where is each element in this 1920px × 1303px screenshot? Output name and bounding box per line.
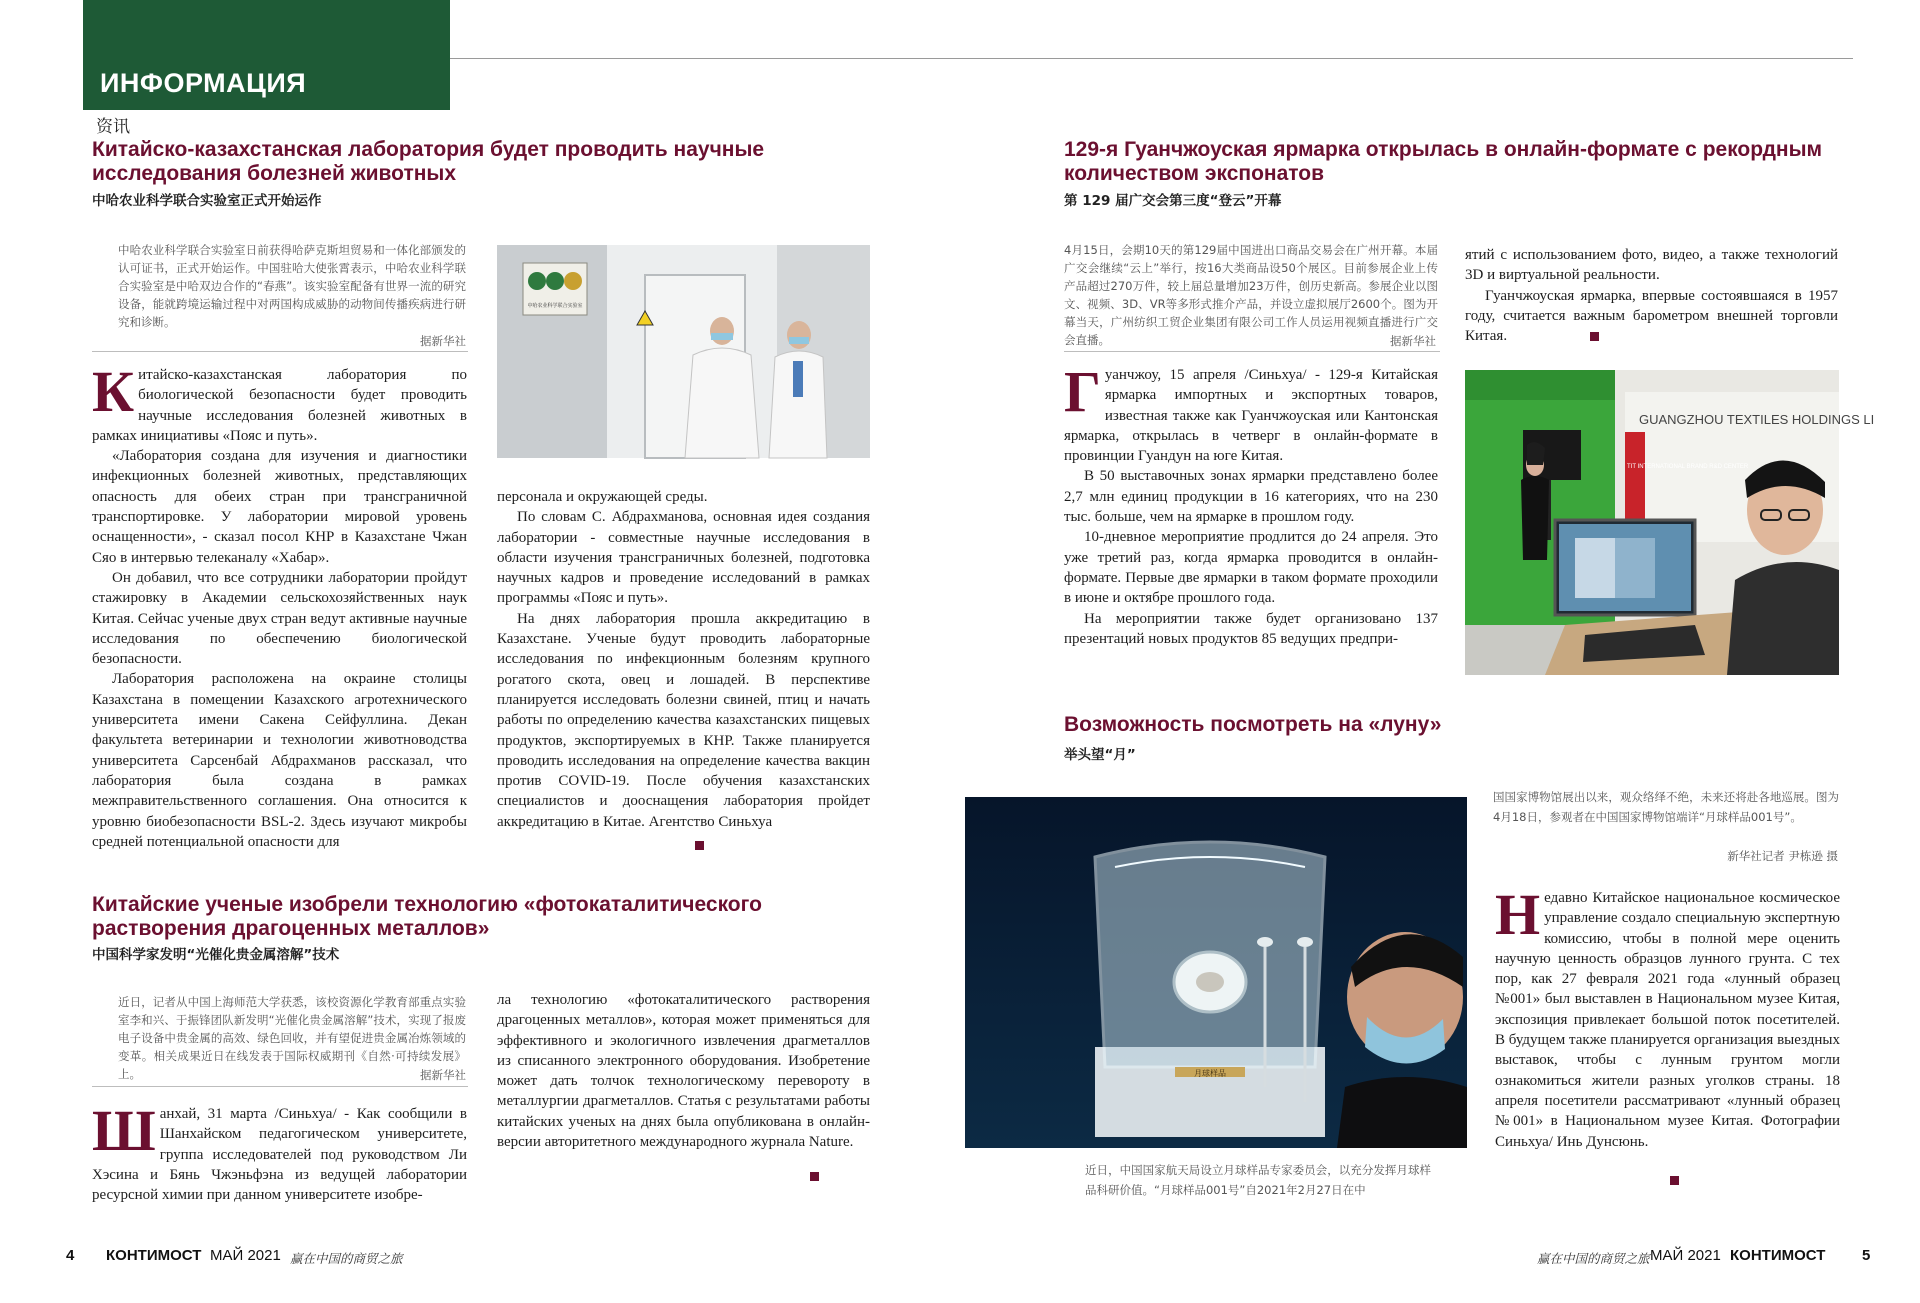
article1-paragraph: «Лаборатория создана для изучения и диагностики инфекционных болезней животных, представляющих опасность для обеих стран при трансграничной транспортировке. У лаборатории мировой уровень оснащенности», - сказал посол КНР в Казахстане Чжан Сяо в интервью телеканалу «Хабар». <box>92 448 467 566</box>
article4-end-mark <box>1670 1176 1679 1185</box>
article3-headline-cn: 第 129 届广交会第三度“登云”开幕 <box>1064 193 1282 209</box>
article3-paragraph: Гуанчжоуская ярмарка, впервые состоявшаяся в 1957 году, считается важным барометром внешней торговли Китая. <box>1465 287 1838 345</box>
article3-photo-sign2: TIT INTERNATIONAL BRAND R&D CENTER <box>1627 464 1749 470</box>
article3-rule <box>1064 351 1440 352</box>
article1-paragraph: итайско-казахстанская лаборатория по биологической безопасности будет проводить научные исследования болезней животных в рамках инициативы «Пояс и путь». <box>92 367 467 444</box>
article3-photo-livestream <box>1465 370 1875 675</box>
article3-photo-sign: GUANGZHOU TEXTILES HOLDINGS LI <box>1639 412 1875 427</box>
article2-headline-cn: 中国科学家发明“光催化贵金属溶解”技术 <box>92 947 340 963</box>
article3-dropcap: Г <box>1064 359 1101 424</box>
article4-headline: Возможность посмотреть на «луну» <box>1064 713 1442 736</box>
article4-headline-cn: 举头望“月” <box>1064 747 1136 763</box>
article3-headline: 129-я Гуанчжоуская ярмарка открылась в онлайн-формате с рекордным количеством экспонатов <box>1064 138 1823 185</box>
article2-lead-cn: 近日，记者从中国上海师范大学获悉，该校资源化学教育部重点实验室李和兴、于振锋团队新发明“光催化贵金属溶解”技术，实现了报废电子设备中贵金属的高效、绿色回收，并有望促进贵金属冶炼领域的变革。相关成果近日在线发表于国际权威期刊《自然·可持续发展》上。 <box>118 995 466 1081</box>
article2-headline: Китайские ученые изобрели технологию «фотокаталитического растворения драгоценных металлов» <box>92 893 762 940</box>
article1-photo-sign: 中哈农业科学联合实验室 <box>527 303 583 309</box>
article3-paragraph: ятий с использованием фото, видео, а также технологий 3D и виртуальной реальности. <box>1465 247 1838 284</box>
section-subtitle: 资讯 <box>96 117 130 137</box>
top-rule <box>450 58 1853 59</box>
article2-end-mark <box>810 1172 819 1181</box>
article1-paragraph: Лаборатория расположена на окраине столицы Казахстана в помещении Казахского агротехнического университета имени Сакена Сейфуллина. Декан факультета ветеринарии и технологии животноводства университета Сарсенбай Абдрахманов рассказал, что лаборатория была создана в рамках межправительственного соглашения. Она относится к уровню биобезопасности BSL-2. Здесь изучают микробы средней потенциальной опасности для <box>92 671 467 850</box>
footer-month-right: МАЙ 2021 <box>1650 1247 1721 1264</box>
article4-column1 <box>1495 882 1840 1198</box>
article3-end-mark <box>1590 332 1599 341</box>
footer-brand-left: КОНТИМОСТ <box>106 1247 202 1264</box>
footer-page-number-left: 4 <box>66 1247 75 1264</box>
article1-lead-cn: 中哈农业科学联合实验室日前获得哈萨克斯坦贸易和一体化部颁发的认可证书，正式开始运作。中国驻哈大使张霄表示，中哈农业科学联合实验室是中哈双边合作的“春燕”。该实验室配备有世界一流的研究设备，能就跨境运输过程中对两国构成威胁的动物间传播疾病进行研究和诊断。 <box>118 243 466 329</box>
article3-column2 <box>1465 245 1838 345</box>
article1-dropcap: К <box>92 359 135 424</box>
article1-column1 <box>92 359 467 855</box>
article2-dropcap: Ш <box>92 1098 156 1163</box>
article2-column2 <box>497 990 870 1190</box>
article1-paragraph: По словам С. Абдрахманова, основная идея создания лаборатории - совместные научные исследования в области изучения трансграничных болезней, подготовка научных кадров и проведение исследований в рамках программы «Пояс и путь». <box>497 509 870 607</box>
footer-page-number-right: 5 <box>1862 1247 1871 1264</box>
article1-photo-lab <box>497 245 870 458</box>
article3-column1 <box>1064 359 1438 675</box>
article1-paragraph: На днях лаборатория прошла аккредитацию в Казахстане. Ученые будут проводить лабораторные исследования по инфекционным болезням крупного рогатого скота, овец и лошадей. В перспективе планируется исследовать болезни свиней, птиц и начать работы по определению качества казахстанских пищевых продуктов, экспортируемых в КНР. Также планируется проводить исследования на определение качества вакцин против COVID-19. После обучения казахстанских специалистов и дооснащения лаборатория пройдет аккредитацию в Китае. Агентство Синьхуа <box>497 610 870 830</box>
article3-lead-cn: 4月15日，会期10天的第129届中国进出口商品交易会在广州开幕。本届广交会继续“云上”举行，按16大类商品设50个展区。目前参展企业上传产品超过270万件，较上届总量增加23万件，创历史新高。参展企业以图文、视频、3D、VR等多形式推介产品，并设立虚拟展厅2600个。图为开幕当天，广州纺织工贸企业集团有限公司工作人员运用视频直播进行广交会直播。 <box>1064 243 1438 347</box>
footer-brand-right: КОНТИМОСТ <box>1730 1247 1826 1264</box>
footer-month-left: МАЙ 2021 <box>210 1247 281 1264</box>
article4-photo-label: 月球样品 <box>1194 1069 1226 1078</box>
article1-rule <box>92 351 468 352</box>
article1-column2 <box>497 487 870 857</box>
article1-end-mark <box>695 841 704 850</box>
article3-paragraph: 10-дневное мероприятие продлится до 24 апреля. Это уже третий раз, когда ярмарка проводится в онлайн-формате. Первые две ярмарки в таком формате проходили в июне и октябре прошлого года. <box>1064 529 1438 607</box>
article3-paragraph: уанчжоу, 15 апреля /Синьхуа/ - 129-я Китайская ярмарка импортных и экспортных товаров, известная также как Гуанчжоуская или Кантонская ярмарка, открылась в четверг в онлайн-формате в провинции Гуандун на юге Китая. <box>1064 367 1438 465</box>
section-title: ИНФОРМАЦИЯ <box>100 68 307 98</box>
article4-dropcap: Н <box>1495 882 1541 947</box>
article4-paragraph: едавно Китайское национальное космическое управление создало специальную экспертную комиссию, чтобы в полной мере оценить научную ценность образцов лунного грунта. С тех пор, как 27 февраля 2021 года «лунный образец №001» был выставлен в Национальном музее Китая, экспозиция привлекает большой поток посетителей. В будущем также планируется организация выездных выставок, чтобы с лунным грунтом могли ознакомиться жители разных уголков страны. 18 апреля посетители рассматривают «лунный образец №001» в Национальном музее Китая. Фотографии Синьхуа/ Инь Дунсюнь. <box>1495 890 1840 1150</box>
article1-paragraph: персонала и окружающей среды. <box>497 489 708 505</box>
article4-photo-lunar-sample <box>965 797 1467 1148</box>
footer-slogan-left: 赢在中国的商贸之旅 <box>290 1251 403 1266</box>
footer-slogan-right: 赢在中国的商贸之旅 <box>1537 1251 1650 1266</box>
article2-source-cn: 据新华社 <box>420 1068 466 1082</box>
article2-rule <box>92 1086 468 1087</box>
article1-paragraph: Он добавил, что все сотрудники лаборатории пройдут стажировку в Академии сельскохозяйственных наук Китая. Сейчас ученые двух стран ведут активные научные исследования по обеспечению биологической безопасности. <box>92 569 467 668</box>
article4-photographer-credit: 新华社记者 尹栋逊 摄 <box>1727 849 1838 863</box>
article1-headline-cn: 中哈农业科学联合实验室正式开始运作 <box>92 193 322 209</box>
article4-caption-bottom: 近日，中国国家航天局设立月球样品专家委员会，以充分发挥月球样品科研价值。“月球样品001号”自2021年2月27日在中 <box>1085 1163 1431 1197</box>
article2-column1 <box>92 1098 467 1214</box>
article3-source-cn: 据新华社 <box>1390 334 1436 348</box>
article2-paragraph: ла технологию «фотокаталитического растворения драгоценных металлов», которая может применяться для эффективного и экологичного извлечения драгметаллов из списанного электронного оборудования. Изобретение может дать толчок технологическому перевороту в металлургии драгметаллов. Статья с результатами работы китайских ученых на днях была опубликована в онлайн-версии авторитетного международного журнала Nature. <box>497 992 870 1151</box>
article3-paragraph: В 50 выставочных зонах ярмарки представлено более 2,7 млн единиц продукции в 16 категориях, что на 230 тыс. больше, чем на ярмарке в прошлом году. <box>1064 468 1438 526</box>
article1-headline: Китайско-казахстанская лаборатория будет проводить научные исследования болезней животных <box>92 138 765 185</box>
article3-paragraph: На мероприятии также будет организовано 137 презентаций новых продуктов 85 ведущих предпри- <box>1064 610 1438 647</box>
article2-paragraph: анхай, 31 марта /Синьхуа/ - Как сообщили в Шанхайском педагогическом университете, группа исследователей под руководством Ли Хэсина и Бянь Чжэньфэна из ведущей лаборатории ресурсной химии при данном университете изобре- <box>92 1106 467 1204</box>
article4-caption-right: 国国家博物馆展出以来，观众络绎不绝，未来还将赴各地巡展。图为4月18日，参观者在中国国家博物馆端详“月球样品001号”。 <box>1493 790 1839 824</box>
article1-source-cn: 据新华社 <box>420 334 466 348</box>
